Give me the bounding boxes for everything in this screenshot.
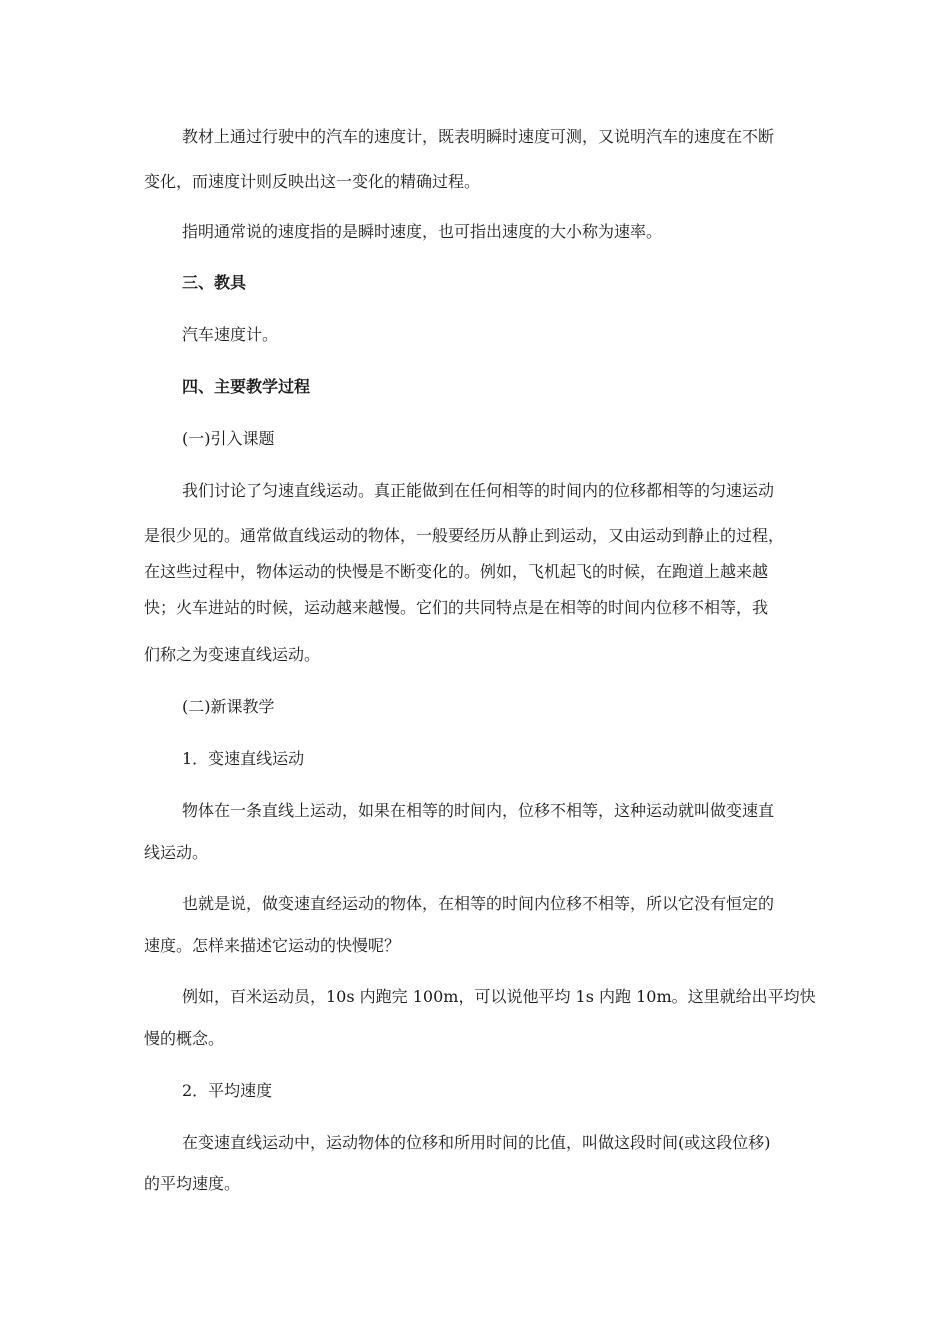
paragraph-line: 的平均速度。 <box>144 1174 241 1193</box>
paragraph-line: 们称之为变速直线运动。 <box>144 645 321 664</box>
subsection-heading: (一)引入课题 <box>182 429 275 448</box>
paragraph-line: 线运动。 <box>144 843 209 862</box>
subsection-heading: (二)新课教学 <box>182 697 275 716</box>
paragraph-line: 在这些过程中，物体运动的快慢是不断变化的。例如，飞机起飞的时候，在跑道上越来越 <box>144 562 769 581</box>
paragraph-line: 慢的概念。 <box>144 1029 225 1048</box>
paragraph-line: 物体在一条直线上运动，如果在相等的时间内，位移不相等，这种运动就叫做变速直 <box>182 801 775 820</box>
paragraph-line: 例如，百米运动员，10s 内跑完 100m，可以说他平均 1s 内跑 10m。这里就给出平均快 <box>182 987 816 1006</box>
paragraph-line: 速度。怎样来描述它运动的快慢呢？ <box>144 936 401 955</box>
paragraph-line: 汽车速度计。 <box>182 325 279 344</box>
paragraph-line: 变化，而速度计则反映出这一变化的精确过程。 <box>144 172 481 191</box>
paragraph-line: 也就是说，做变速直经运动的物体，在相等的时间内位移不相等，所以它没有恒定的 <box>182 894 775 913</box>
paragraph-line: 教材上通过行驶中的汽车的速度计，既表明瞬时速度可测，又说明汽车的速度在不断 <box>182 127 775 146</box>
section-heading: 四、主要教学过程 <box>182 377 311 396</box>
section-heading: 三、教具 <box>182 273 247 292</box>
numbered-heading: 2．平均速度 <box>182 1081 273 1100</box>
paragraph-line: 在变速直线运动中，运动物体的位移和所用时间的比值，叫做这段时间(或这段位移) <box>182 1133 771 1152</box>
paragraph-line: 是很少见的。通常做直线运动的物体，一般要经历从静止到运动，又由运动到静止的过程， <box>144 526 785 545</box>
paragraph-line: 快；火车进站的时候，运动越来越慢。它们的共同特点是在相等的时间内位移不相等，我 <box>144 598 769 617</box>
paragraph-line: 我们讨论了匀速直线运动。真正能做到在任何相等的时间内的位移都相等的匀速运动 <box>182 481 775 500</box>
paragraph-line: 指明通常说的速度指的是瞬时速度，也可指出速度的大小称为速率。 <box>182 222 663 241</box>
numbered-heading: 1．变速直线运动 <box>182 749 305 768</box>
